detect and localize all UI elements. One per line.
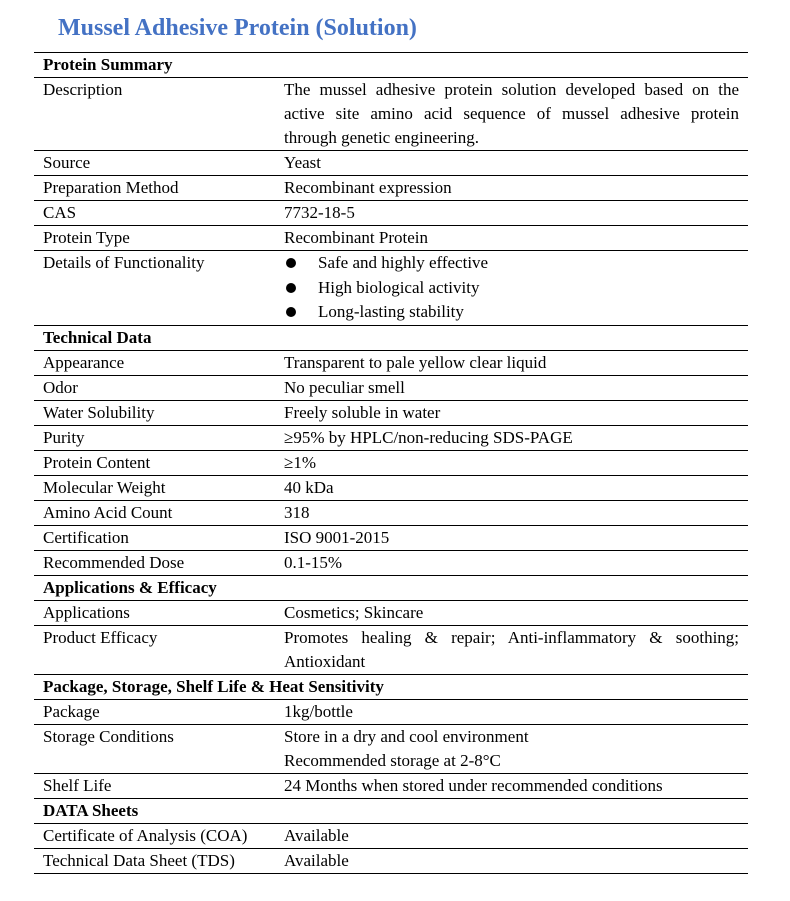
row-label: Storage Conditions — [34, 724, 275, 773]
table-row-functionality — [34, 251, 748, 326]
list-item-text: High biological activity — [318, 277, 480, 297]
row-label: Source — [34, 151, 275, 176]
table-row-storage-conditions — [34, 724, 748, 773]
document-title: Mussel Adhesive Protein (Solution) — [58, 15, 417, 41]
row-label: Certificate of Analysis (COA) — [34, 823, 275, 848]
table-row-applications — [34, 600, 748, 625]
row-value: Available — [275, 823, 748, 848]
row-value: The mussel adhesive protein solution developed based on the active site amino acid sequence of mussel adhesive protein through genetic engineering. — [275, 78, 748, 151]
row-value: Recombinant Protein — [275, 226, 748, 251]
row-value: Cosmetics; Skincare — [275, 600, 748, 625]
row-value: ≥1% — [275, 450, 748, 475]
row-value: ≥95% by HPLC/non-reducing SDS-PAGE — [275, 425, 748, 450]
row-value: 24 Months when stored under recommended conditions — [275, 773, 748, 798]
row-label: Amino Acid Count — [34, 500, 275, 525]
row-value: 0.1-15% — [275, 550, 748, 575]
list-item — [284, 276, 739, 301]
row-value: 318 — [275, 500, 748, 525]
row-label: Description — [34, 78, 275, 151]
row-label: Package — [34, 699, 275, 724]
table-row-coa — [34, 823, 748, 848]
row-label: Purity — [34, 425, 275, 450]
row-label: Odor — [34, 375, 275, 400]
functionality-list — [284, 251, 739, 325]
table-row-cas — [34, 201, 748, 226]
row-value: Transparent to pale yellow clear liquid — [275, 350, 748, 375]
specification-table — [34, 52, 748, 874]
table-row-appearance — [34, 350, 748, 375]
section-heading: DATA Sheets — [34, 798, 748, 823]
section-heading: Technical Data — [34, 325, 748, 350]
list-item — [284, 300, 739, 325]
table-row-odor — [34, 375, 748, 400]
row-label: Protein Type — [34, 226, 275, 251]
section-header-package — [34, 674, 748, 699]
list-item — [284, 251, 739, 276]
table-row-protein-type — [34, 226, 748, 251]
table-row-recommended-dose — [34, 550, 748, 575]
storage-line: Recommended storage at 2-8°C — [284, 750, 501, 770]
row-label: Water Solubility — [34, 400, 275, 425]
row-value: Yeast — [275, 151, 748, 176]
row-value: Available — [275, 848, 748, 873]
row-value — [275, 724, 748, 773]
table-row-purity — [34, 425, 748, 450]
table-row-water-solubility — [34, 400, 748, 425]
row-value: 40 kDa — [275, 475, 748, 500]
section-heading: Applications & Efficacy — [34, 575, 748, 600]
row-value: Promotes healing & repair; Anti-inflammatory & soothing; Antioxidant — [275, 625, 748, 674]
row-label: Product Efficacy — [34, 625, 275, 674]
row-label: Applications — [34, 600, 275, 625]
table-row-shelf-life — [34, 773, 748, 798]
table-row-amino-acid-count — [34, 500, 748, 525]
row-value: 7732-18-5 — [275, 201, 748, 226]
row-value: Recombinant expression — [275, 176, 748, 201]
table-row-description — [34, 78, 748, 151]
section-heading: Package, Storage, Shelf Life & Heat Sensitivity — [34, 674, 748, 699]
row-value: No peculiar smell — [275, 375, 748, 400]
table-row-certification — [34, 525, 748, 550]
row-label: Details of Functionality — [34, 251, 275, 326]
list-item-text: Long-lasting stability — [318, 302, 464, 322]
section-header-data-sheets — [34, 798, 748, 823]
table-row-molecular-weight — [34, 475, 748, 500]
section-heading: Protein Summary — [34, 53, 748, 78]
row-value — [275, 251, 748, 326]
table-row-product-efficacy — [34, 625, 748, 674]
bullet-icon — [286, 258, 296, 268]
row-label: CAS — [34, 201, 275, 226]
table-row-source — [34, 151, 748, 176]
row-label: Appearance — [34, 350, 275, 375]
row-label: Shelf Life — [34, 773, 275, 798]
row-value: ISO 9001-2015 — [275, 525, 748, 550]
storage-line: Store in a dry and cool environment — [284, 726, 529, 746]
row-label: Technical Data Sheet (TDS) — [34, 848, 275, 873]
table-row-package — [34, 699, 748, 724]
section-header-technical-data — [34, 325, 748, 350]
row-label: Molecular Weight — [34, 475, 275, 500]
row-label: Protein Content — [34, 450, 275, 475]
bullet-icon — [286, 307, 296, 317]
table-row-protein-content — [34, 450, 748, 475]
row-value: 1kg/bottle — [275, 699, 748, 724]
section-header-applications — [34, 575, 748, 600]
section-header-protein-summary — [34, 53, 748, 78]
table-row-preparation-method — [34, 176, 748, 201]
row-label: Certification — [34, 525, 275, 550]
row-label: Preparation Method — [34, 176, 275, 201]
table-row-tds — [34, 848, 748, 873]
bullet-icon — [286, 283, 296, 293]
row-value: Freely soluble in water — [275, 400, 748, 425]
list-item-text: Safe and highly effective — [318, 253, 489, 272]
row-label: Recommended Dose — [34, 550, 275, 575]
